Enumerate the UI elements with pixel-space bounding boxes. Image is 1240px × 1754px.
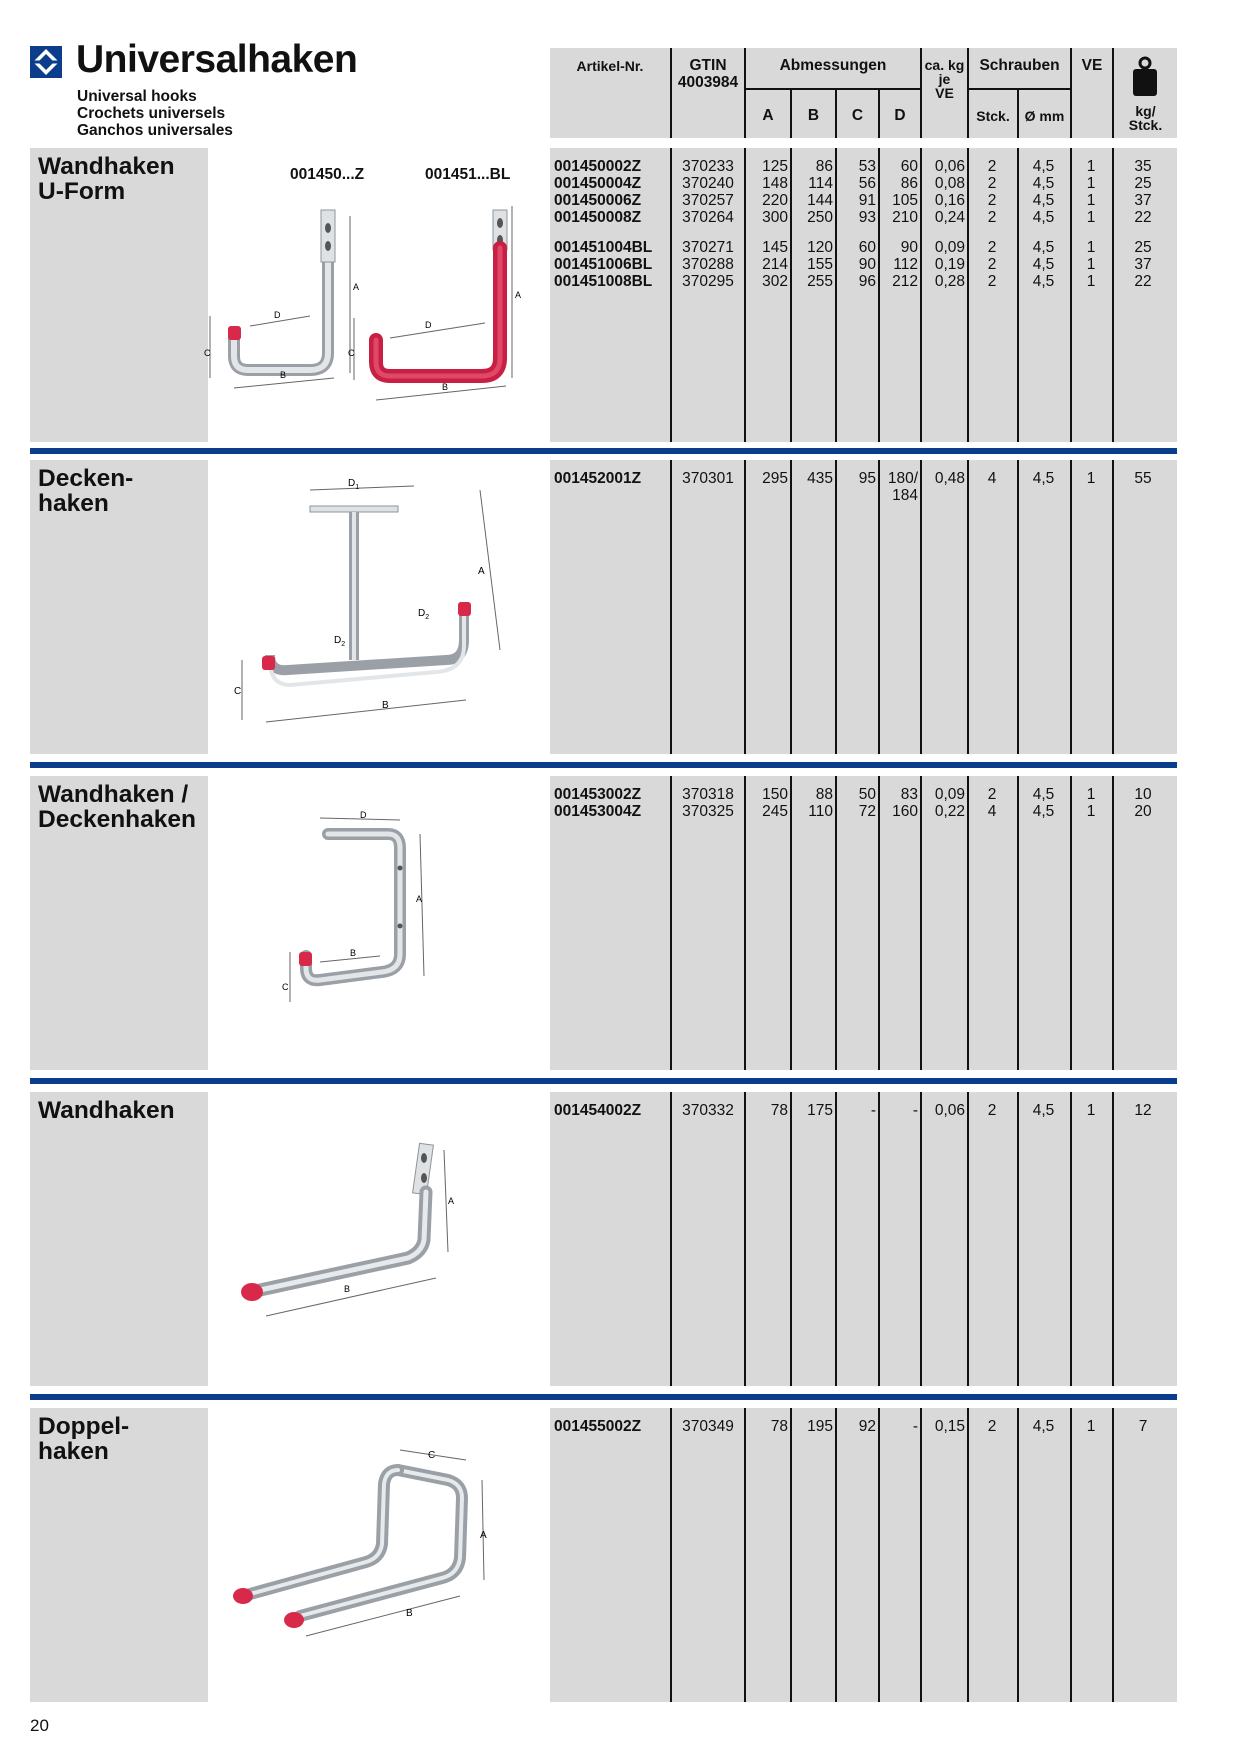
cell-dim-b: 255	[807, 273, 833, 290]
cell-dim-b: 144	[807, 192, 833, 209]
cell-dim-d: 112	[893, 256, 918, 273]
cell-screws-diameter: 4,5	[1032, 803, 1055, 820]
cell-dim-d: 60	[900, 158, 918, 175]
header-dim-c: C	[851, 107, 864, 124]
section-label-doppelhaken: Doppel- haken	[30, 1408, 208, 1702]
cell-dim-c: 92	[858, 1418, 876, 1435]
cell-dim-a: 300	[762, 209, 788, 226]
cell-screws-count: 2	[987, 273, 997, 290]
section-table-doppelhaken	[550, 1408, 1177, 1702]
section-image-deckenhaken	[210, 460, 548, 754]
cell-screws-diameter: 4,5	[1032, 470, 1055, 487]
cell-dim-c: 93	[858, 209, 876, 226]
cell-artikel-nr: 001451008BL	[554, 273, 653, 290]
dim-label-d-1: D	[274, 310, 281, 320]
cell-weight: 0,08	[934, 175, 965, 192]
cell-dim-a: 150	[762, 786, 788, 803]
cell-dim-a: 302	[762, 273, 788, 290]
cell-dim-b: 110	[808, 803, 833, 820]
cell-artikel-nr: 001454002Z	[554, 1102, 642, 1119]
cell-dim-c: 72	[858, 803, 876, 820]
dim-label-b-2: B	[442, 382, 449, 392]
cell-screws-diameter: 4,5	[1032, 175, 1055, 192]
cell-gtin: 370257	[682, 192, 734, 209]
section-image-doppelhaken	[210, 1408, 548, 1702]
header-dim-b: B	[807, 107, 820, 124]
cell-dim-b: 195	[807, 1418, 833, 1435]
cell-gtin: 370240	[682, 175, 734, 192]
cell-gtin: 370288	[682, 256, 734, 273]
section-divider	[30, 448, 1177, 454]
cell-screws-diameter: 4,5	[1032, 786, 1055, 803]
cell-gtin: 370295	[682, 273, 734, 290]
cell-screws-count: 2	[987, 1418, 997, 1435]
cell-ve: 1	[1086, 786, 1096, 803]
cell-screws-count: 2	[987, 786, 997, 803]
cell-dim-d: 180/ 184	[887, 470, 918, 504]
section-table-wandhaken-deckenhaken	[550, 776, 1177, 1070]
section-image-wandhaken	[210, 1092, 548, 1386]
dim-label-b: B	[344, 1284, 351, 1294]
cell-dim-b: 88	[815, 786, 833, 803]
cell-dim-a: 220	[762, 192, 788, 209]
cell-screws-count: 2	[987, 192, 997, 209]
subtitle-fr: Crochets universels	[77, 105, 226, 122]
cell-dim-d: 105	[892, 192, 918, 209]
section-image-wandhaken-deckenhaken	[210, 776, 548, 1070]
table-header	[550, 48, 1177, 138]
cell-artikel-nr: 001450006Z	[554, 192, 642, 209]
cell-load: 37	[1134, 256, 1152, 273]
cell-gtin: 370271	[682, 239, 734, 256]
cell-load: 22	[1134, 209, 1152, 226]
cell-ve: 1	[1086, 1102, 1096, 1119]
cell-weight: 0,22	[934, 803, 965, 820]
cell-screws-diameter: 4,5	[1032, 192, 1055, 209]
cell-dim-d: -	[912, 1102, 918, 1119]
page-subtitles	[77, 88, 233, 139]
cell-ve: 1	[1086, 239, 1096, 256]
dim-label-b: B	[350, 948, 357, 958]
dim-label-d2-right: $D_2$	[418, 608, 430, 621]
cell-dim-c: 91	[858, 192, 876, 209]
section-label-wandhaken-u-form: Wandhaken U-Form	[30, 148, 208, 442]
cell-dim-d: 90	[900, 239, 918, 256]
cell-ve: 1	[1086, 1418, 1096, 1435]
cell-screws-count: 2	[987, 1102, 997, 1119]
wall-hook-diagram	[210, 1092, 548, 1386]
cell-ve: 1	[1086, 209, 1096, 226]
cell-weight: 0,06	[934, 1102, 965, 1119]
cell-dim-c: 50	[858, 786, 876, 803]
cell-dim-a: 145	[762, 239, 788, 256]
cell-weight: 0,48	[934, 470, 965, 487]
dim-label-d-2: D	[425, 320, 432, 330]
cell-screws-diameter: 4,5	[1032, 158, 1055, 175]
section-divider	[30, 1394, 1177, 1400]
brand-logo-icon	[30, 46, 62, 78]
cell-screws-diameter: 4,5	[1032, 256, 1055, 273]
subtitle-es: Ganchos universales	[77, 122, 233, 139]
cell-dim-b: 155	[807, 256, 833, 273]
cell-artikel-nr: 001453004Z	[554, 803, 642, 820]
cell-dim-a: 125	[762, 158, 788, 175]
cell-screws-count: 2	[987, 256, 997, 273]
section-table-wandhaken	[550, 1092, 1177, 1386]
dim-label-b-1: B	[280, 370, 287, 380]
cell-artikel-nr: 001450004Z	[554, 175, 642, 192]
cell-screws-count: 2	[987, 175, 997, 192]
dim-label-c: C	[282, 982, 289, 992]
cell-load: 25	[1134, 175, 1152, 192]
cell-gtin: 370301	[682, 470, 734, 487]
cell-screws-diameter: 4,5	[1032, 1418, 1055, 1435]
header-artikel: Artikel-Nr.	[576, 58, 644, 74]
cell-dim-a: 214	[762, 256, 788, 273]
cell-screws-count: 4	[987, 803, 997, 820]
cell-ve: 1	[1086, 273, 1096, 290]
cell-weight: 0,16	[934, 192, 965, 209]
cell-screws-diameter: 4,5	[1032, 209, 1055, 226]
cell-load: 37	[1134, 192, 1152, 209]
section-label-wandhaken-deckenhaken: Wandhaken / Deckenhaken	[30, 776, 208, 1070]
dim-label-d1: $D_1$	[348, 478, 360, 491]
cell-dim-b: 120	[807, 239, 833, 256]
cell-gtin: 370349	[682, 1418, 734, 1435]
dim-label-a-1: A	[353, 282, 360, 292]
cell-weight: 0,28	[934, 273, 965, 290]
cell-ve: 1	[1086, 175, 1096, 192]
header-dim-a: A	[762, 107, 774, 124]
page-number: 20	[30, 1716, 49, 1735]
section-divider	[30, 1078, 1177, 1084]
cell-ve: 1	[1086, 192, 1096, 209]
cell-artikel-nr: 001451004BL	[554, 239, 653, 256]
cell-dim-c: 60	[858, 239, 876, 256]
cell-dim-a: 295	[762, 470, 788, 487]
dim-label-b: B	[382, 700, 389, 711]
dim-label-a: A	[478, 566, 485, 577]
cell-dim-b: 114	[808, 175, 833, 192]
cell-weight: 0,24	[934, 209, 965, 226]
header-load: kg/ Stck.	[1128, 103, 1163, 133]
weight-icon	[1131, 56, 1159, 98]
cell-ve: 1	[1086, 470, 1096, 487]
section-divider	[30, 762, 1177, 768]
cell-dim-c: 96	[858, 273, 876, 290]
section-table-wandhaken-u-form	[550, 148, 1177, 442]
cell-artikel-nr: 001455002Z	[554, 1418, 642, 1435]
cell-load: 22	[1134, 273, 1152, 290]
cell-ve: 1	[1086, 158, 1096, 175]
cell-load: 10	[1134, 786, 1152, 803]
wall-ceiling-hook-diagram	[210, 776, 548, 1070]
cell-gtin: 370318	[682, 786, 734, 803]
cell-gtin: 370264	[682, 209, 734, 226]
header-schrauben: Schrauben	[979, 57, 1060, 74]
cell-dim-b: 250	[807, 209, 833, 226]
header-gtin: GTIN	[689, 57, 727, 74]
section-table-deckenhaken	[550, 460, 1177, 754]
cell-dim-c: -	[870, 1102, 876, 1119]
cell-dim-d: 83	[900, 786, 918, 803]
dim-label-a: A	[480, 1530, 487, 1541]
cell-dim-a: 78	[770, 1418, 788, 1435]
cell-weight: 0,09	[934, 786, 965, 803]
double-hook-diagram	[210, 1408, 548, 1702]
cell-gtin: 370233	[682, 158, 734, 175]
cell-dim-a: 245	[762, 803, 788, 820]
section-label-wandhaken: Wandhaken	[30, 1092, 208, 1386]
cell-dim-d: -	[912, 1418, 918, 1435]
cell-dim-c: 53	[858, 158, 876, 175]
cell-dim-b: 435	[807, 470, 833, 487]
header-weight: ca. kg je VE	[924, 57, 965, 101]
cell-artikel-nr: 001450008Z	[554, 209, 642, 226]
cell-dim-a: 148	[762, 175, 788, 192]
cell-weight: 0,19	[934, 256, 965, 273]
dim-label-b: B	[406, 1608, 413, 1619]
cell-artikel-nr: 001453002Z	[554, 786, 642, 803]
cell-dim-d: 210	[892, 209, 918, 226]
cell-screws-count: 2	[987, 158, 997, 175]
cell-screws-count: 2	[987, 209, 997, 226]
header-ve: VE	[1081, 57, 1103, 74]
cell-dim-d: 86	[900, 175, 918, 192]
variant-label-z: 001450...Z	[290, 166, 365, 183]
section-image-wandhaken-u-form	[204, 148, 548, 442]
dim-label-d2-left: $D_2$	[334, 635, 346, 648]
cell-dim-c: 95	[858, 470, 876, 487]
cell-artikel-nr: 001451006BL	[554, 256, 653, 273]
dim-label-d: D	[360, 810, 367, 820]
header-abmessungen: Abmessungen	[779, 57, 887, 74]
cell-load: 7	[1138, 1418, 1148, 1435]
dim-label-a: A	[416, 894, 423, 904]
cell-dim-b: 86	[815, 158, 833, 175]
cell-load: 55	[1134, 470, 1152, 487]
subtitle-en: Universal hooks	[77, 88, 197, 105]
cell-ve: 1	[1086, 256, 1096, 273]
dim-label-a-2: A	[515, 290, 522, 300]
cell-artikel-nr: 001450002Z	[554, 158, 642, 175]
cell-dim-d: 160	[892, 803, 918, 820]
ceiling-hook-diagram	[210, 460, 548, 754]
header-diameter: Ø mm	[1024, 108, 1065, 124]
header-stck: Stck.	[976, 108, 1010, 124]
cell-gtin: 370325	[682, 803, 734, 820]
cell-screws-diameter: 4,5	[1032, 1102, 1055, 1119]
cell-screws-diameter: 4,5	[1032, 273, 1055, 290]
cell-weight: 0,15	[934, 1418, 965, 1435]
dim-label-c-2: C	[348, 348, 355, 358]
cell-gtin: 370332	[682, 1102, 734, 1119]
cell-screws-count: 2	[987, 239, 997, 256]
cell-dim-c: 90	[858, 256, 876, 273]
u-hook-diagram	[204, 148, 548, 442]
cell-screws-diameter: 4,5	[1032, 239, 1055, 256]
cell-dim-d: 212	[892, 273, 918, 290]
header-dim-d: D	[894, 107, 906, 124]
header-gtin-prefix: 4003984	[677, 74, 739, 91]
dim-label-c: C	[428, 1450, 436, 1461]
variant-label-bl: 001451...BL	[425, 166, 511, 183]
dim-label-c-1: C	[204, 348, 211, 358]
dim-label-a: A	[448, 1196, 455, 1206]
dim-label-c: C	[234, 686, 242, 697]
cell-artikel-nr: 001452001Z	[554, 470, 642, 487]
cell-ve: 1	[1086, 803, 1096, 820]
cell-dim-c: 56	[858, 175, 876, 192]
cell-load: 35	[1134, 158, 1152, 175]
cell-dim-b: 175	[807, 1102, 833, 1119]
cell-load: 12	[1134, 1102, 1152, 1119]
cell-dim-a: 78	[770, 1102, 788, 1119]
cell-load: 25	[1134, 239, 1152, 256]
cell-screws-count: 4	[987, 470, 997, 487]
section-label-deckenhaken: Decken- haken	[30, 460, 208, 754]
cell-weight: 0,06	[934, 158, 965, 175]
page-title: Universalhaken	[76, 38, 358, 81]
cell-load: 20	[1134, 803, 1152, 820]
cell-weight: 0,09	[934, 239, 965, 256]
